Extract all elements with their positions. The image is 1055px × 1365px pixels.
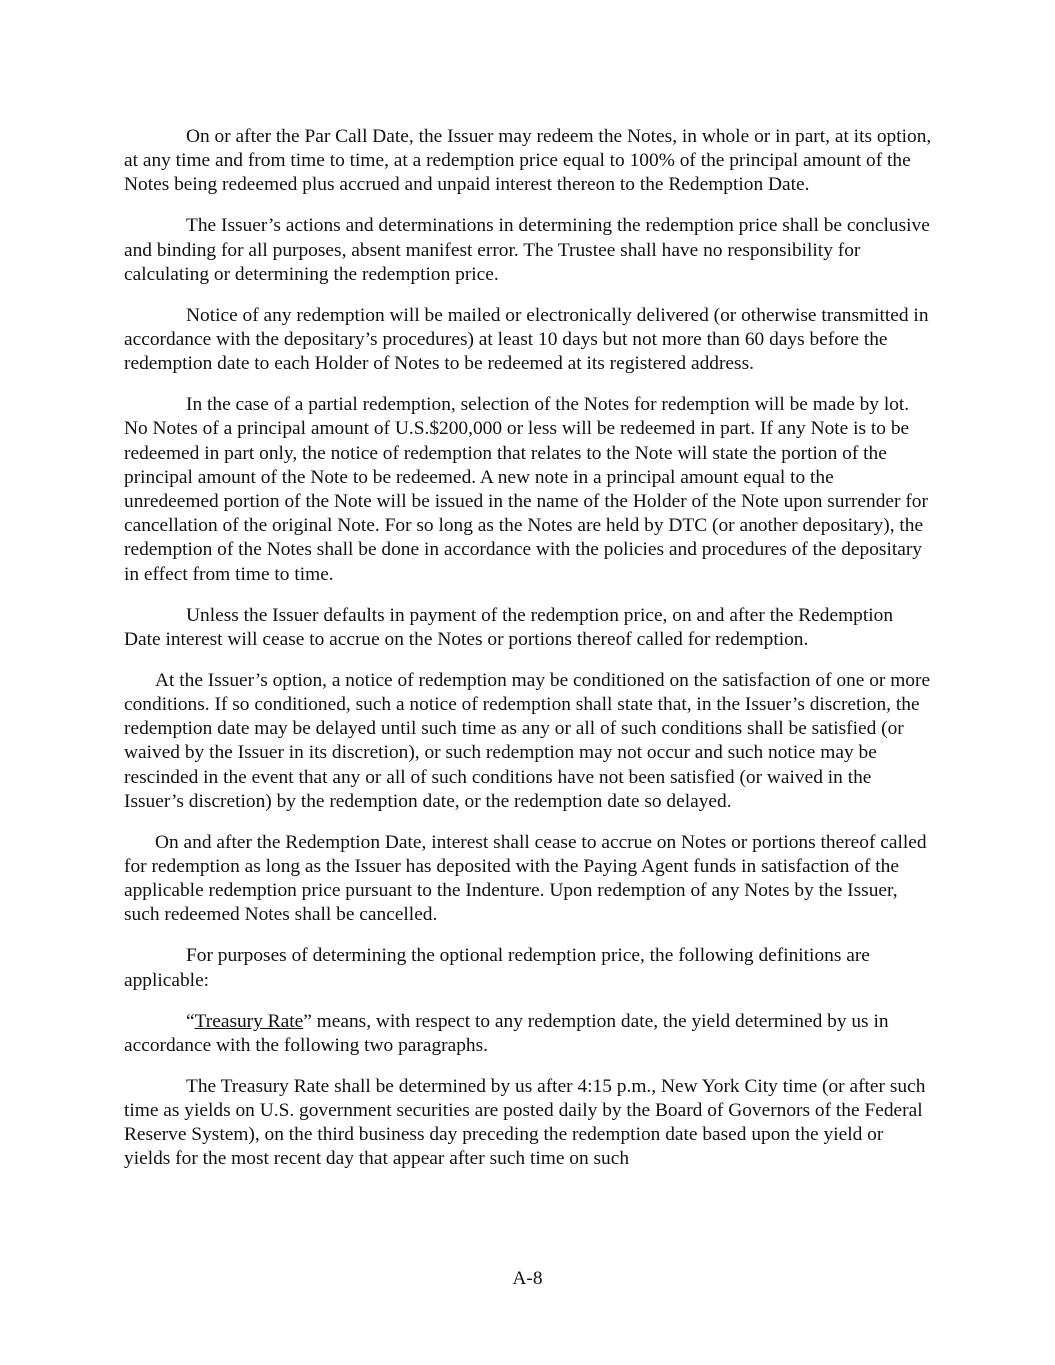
document-body [124,125,932,1188]
open-quote: “ [186,1010,195,1032]
paragraph-interest-cessation: On and after the Redemption Date, interest shall cease to accrue on Notes or portions thereof called for redemption as long as the Issuer has deposited with the Paying Agent funds in satisfaction of the applicable redemption price pursuant to the Indenture. Upon redemption of any Notes by the Issuer, such redeemed Notes shall be cancelled. [124,831,927,926]
paragraph-definitions-intro: For purposes of determining the optional redemption price, the following definitions are applicable: [124,945,870,991]
paragraph-notice-of-redemption: Notice of any redemption will be mailed or electronically delivered (or otherwise transmitted in accordance with the depositary’s procedures) at least 10 days but not more than 60 days before the redemption date to each Holder of Notes to be redeemed at its registered address. [124,304,929,375]
paragraph-partial-redemption: In the case of a partial redemption, selection of the Notes for redemption will be made by lot. No Notes of a principal amount of U.S.$200,000 or less will be redeemed in part. If any Note is to be redeemed in part only, the notice of redemption that relates to the Note will state the portion of the principal amount of the Note to be redeemed. A new note in a principal amount equal to the unredeemed portion of the Note will be issued in the name of the Holder of the Note upon surrender for cancellation of the original Note. For so long as the Notes are held by DTC (or another depositary), the redemption of the Notes shall be done in accordance with the policies and procedures of the depositary in effect from time to time. [124,394,928,585]
paragraph-par-call-redemption: On or after the Par Call Date, the Issuer may redeem the Notes, in whole or in part, at its option, at any time and from time to time, at a redemption price equal to 100% of the principal amount of the Notes being redeemed plus accrued and unpaid interest thereon to the Redemption Date. [124,126,932,196]
paragraph-conditional-notice: At the Issuer’s option, a notice of redemption may be conditioned on the satisfaction of one or more conditions. If so conditioned, such a notice of redemption shall state that, in the Issuer’s discretion, the redemption date may be delayed until such time as any or all of such conditions shall be satisfied (or waived by the Issuer in its discretion), or such redemption may not occur and such notice may be rescinded in the event that any or all of such conditions have not been satisfied (or waived in the Issuer’s discretion) by the redemption date, or the redemption date so delayed. [124,669,931,812]
defined-term-treasury-rate: Treasury Rate [194,1010,304,1032]
page-number: A-8 [512,1268,543,1289]
paragraph-treasury-rate-definition [124,1010,932,1058]
paragraph-treasury-rate-determination: The Treasury Rate shall be determined by us after 4:15 p.m., New York City time (or after such time as yields on U.S. government securities are posted daily by the Board of Governors of the Federal Reserve System), on the third business day preceding the redemption date based upon the yield or yields for the most recent day that appear after such time on such [124,1075,926,1170]
paragraph-issuer-default: Unless the Issuer defaults in payment of the redemption price, on and after the Redemption Date interest will cease to accrue on the Notes or portions thereof called for redemption. [124,604,894,650]
paragraph-issuer-determinations: The Issuer’s actions and determinations in determining the redemption price shall be conclusive and binding for all purposes, absent manifest error. The Trustee shall have no responsibility for calculating or determining the redemption price. [124,215,930,285]
definition-text: ” means, with respect to any redemption date, the yield determined by us in accordance with the following two paragraphs. [124,1010,889,1056]
